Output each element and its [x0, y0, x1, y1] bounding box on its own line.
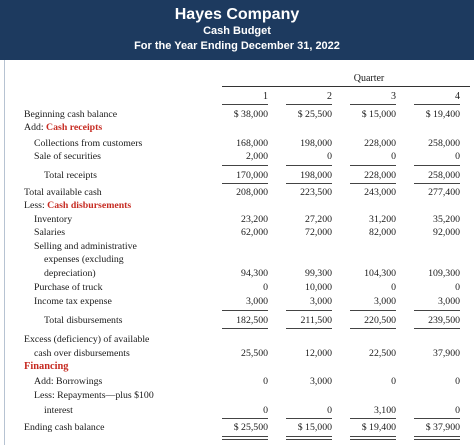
- quarter-number: 1: [263, 91, 268, 102]
- double-underline: [222, 436, 268, 440]
- column-rule: [414, 310, 460, 311]
- row-label-selling-line1: Selling and administrative: [34, 241, 137, 252]
- column-rule: [286, 183, 332, 184]
- cell-securities: 0: [391, 151, 396, 162]
- quarter-heading: Quarter: [353, 73, 385, 84]
- quarter-rule: [222, 86, 470, 87]
- column-rule: [414, 104, 460, 105]
- column-rule: [222, 310, 268, 311]
- cell-total-disbursements: 182,500: [236, 315, 268, 326]
- column-rule: [286, 165, 332, 166]
- column-rule: [414, 165, 460, 166]
- cell-collections: 258,000: [428, 138, 460, 149]
- cash-disbursements-heading: Cash disbursements: [47, 200, 132, 211]
- budget-header: [0, 0, 474, 60]
- cell-selling: 94,300: [241, 268, 268, 279]
- cell-borrowings: 0: [455, 376, 460, 387]
- row-label-add-receipts: [24, 122, 102, 133]
- financing-heading: Financing: [24, 361, 69, 372]
- cell-salaries: 82,000: [369, 227, 396, 238]
- cell-ending: $ 25,500: [233, 422, 268, 433]
- cell-excess: 37,900: [433, 348, 460, 359]
- row-label-excess-line2: cash over disbursements: [34, 348, 130, 359]
- cell-available: 208,000: [236, 187, 268, 198]
- column-rule: [350, 310, 396, 311]
- column-rule: [350, 104, 396, 105]
- column-rule: [414, 418, 460, 419]
- cell-tax: 3,000: [373, 296, 396, 307]
- cell-inventory: 31,200: [369, 214, 396, 225]
- cell-total-receipts: 228,000: [364, 170, 396, 181]
- row-label-tax: Income tax expense: [34, 296, 112, 307]
- cell-ending: $ 37,900: [425, 422, 460, 433]
- cell-selling: 99,300: [305, 268, 332, 279]
- cell-beginning: $ 38,000: [233, 109, 268, 120]
- column-rule: [222, 418, 268, 419]
- cell-total-disbursements: 211,500: [300, 315, 332, 326]
- row-label-truck: Purchase of truck: [34, 282, 103, 293]
- double-underline: [286, 436, 332, 440]
- cell-salaries: 72,000: [305, 227, 332, 238]
- quarter-number: 2: [327, 91, 332, 102]
- row-label-salaries: Salaries: [34, 227, 66, 238]
- cell-ending: $ 15,000: [297, 422, 332, 433]
- row-label-inventory: Inventory: [34, 214, 73, 225]
- row-label-excess-line1: Excess (deficiency) of available: [24, 334, 150, 345]
- cell-excess: 22,500: [369, 348, 396, 359]
- quarter-number: 4: [455, 91, 460, 102]
- double-underline: [414, 436, 460, 440]
- column-rule: [286, 328, 332, 329]
- cell-excess: 25,500: [241, 348, 268, 359]
- cell-total-receipts: 170,000: [236, 170, 268, 181]
- cell-collections: 228,000: [364, 138, 396, 149]
- cell-repayments: 0: [263, 405, 268, 416]
- cell-inventory: 35,200: [433, 214, 460, 225]
- cell-total-disbursements: 239,500: [428, 315, 460, 326]
- cell-borrowings: 3,000: [309, 376, 332, 387]
- cell-collections: 198,000: [300, 138, 332, 149]
- column-rule: [222, 328, 268, 329]
- cell-beginning: $ 25,500: [297, 109, 332, 120]
- column-rule: [286, 104, 332, 105]
- row-label-total-disbursements: Total disbursements: [44, 315, 123, 326]
- cell-available: 277,400: [428, 187, 460, 198]
- column-rule: [350, 328, 396, 329]
- cell-securities: 2,000: [245, 151, 268, 162]
- row-label-less-disbursements: [24, 200, 131, 211]
- row-label-selling-line2: expenses (excluding: [44, 254, 124, 265]
- add-prefix: Add:: [24, 122, 47, 133]
- statement-title: Cash Budget: [203, 25, 271, 37]
- cell-inventory: 23,200: [241, 214, 268, 225]
- cash-receipts-heading: Cash receipts: [46, 122, 103, 133]
- column-rule: [222, 104, 268, 105]
- cell-collections: 168,000: [236, 138, 268, 149]
- statement-period: For the Year Ending December 31, 2022: [134, 40, 340, 52]
- cell-tax: 3,000: [437, 296, 460, 307]
- row-label-total-receipts: Total receipts: [44, 170, 97, 181]
- cell-excess: 12,000: [305, 348, 332, 359]
- less-prefix: Less:: [24, 200, 48, 211]
- cell-total-disbursements: 220,500: [364, 315, 396, 326]
- column-rule: [414, 328, 460, 329]
- column-rule: [286, 418, 332, 419]
- cell-beginning: $ 15,000: [361, 109, 396, 120]
- cell-beginning: $ 19,400: [425, 109, 460, 120]
- cell-tax: 3,000: [245, 296, 268, 307]
- column-rule: [350, 418, 396, 419]
- cell-truck: 0: [263, 282, 268, 293]
- column-rule: [222, 165, 268, 166]
- row-label-collections: Collections from customers: [34, 138, 143, 149]
- quarter-number: 3: [391, 91, 396, 102]
- row-label-repayments-line1: Less: Repayments—plus $100: [34, 390, 154, 401]
- cell-inventory: 27,200: [305, 214, 332, 225]
- cell-selling: 109,300: [428, 268, 460, 279]
- cell-repayments: 3,100: [373, 405, 396, 416]
- cell-truck: 10,000: [305, 282, 332, 293]
- cell-truck: 0: [455, 282, 460, 293]
- column-rule: [350, 165, 396, 166]
- company-name: Hayes Company: [174, 6, 300, 23]
- column-rule: [222, 183, 268, 184]
- cell-available: 243,000: [364, 187, 396, 198]
- cell-available: 223,500: [300, 187, 332, 198]
- cell-securities: 0: [327, 151, 332, 162]
- row-label-borrowings: Add: Borrowings: [34, 376, 103, 387]
- column-rule: [414, 183, 460, 184]
- row-label-selling-line3: depreciation): [44, 268, 96, 279]
- cell-ending: $ 19,400: [361, 422, 396, 433]
- row-label-ending: Ending cash balance: [24, 422, 105, 433]
- cell-total-receipts: 258,000: [428, 170, 460, 181]
- cell-borrowings: 0: [263, 376, 268, 387]
- row-label-beginning: Beginning cash balance: [24, 109, 118, 120]
- row-label-securities: Sale of securities: [34, 151, 101, 162]
- cell-tax: 3,000: [309, 296, 332, 307]
- cell-selling: 104,300: [364, 268, 396, 279]
- cell-salaries: 62,000: [241, 227, 268, 238]
- cell-total-receipts: 198,000: [300, 170, 332, 181]
- cell-securities: 0: [455, 151, 460, 162]
- cell-borrowings: 0: [391, 376, 396, 387]
- cell-salaries: 92,000: [433, 227, 460, 238]
- column-rule: [286, 310, 332, 311]
- double-underline: [350, 436, 396, 440]
- row-label-available: Total available cash: [24, 187, 102, 198]
- cell-repayments: 0: [455, 405, 460, 416]
- cell-repayments: 0: [327, 405, 332, 416]
- column-rule: [350, 183, 396, 184]
- cell-truck: 0: [391, 282, 396, 293]
- row-label-repayments-line2: interest: [44, 405, 73, 416]
